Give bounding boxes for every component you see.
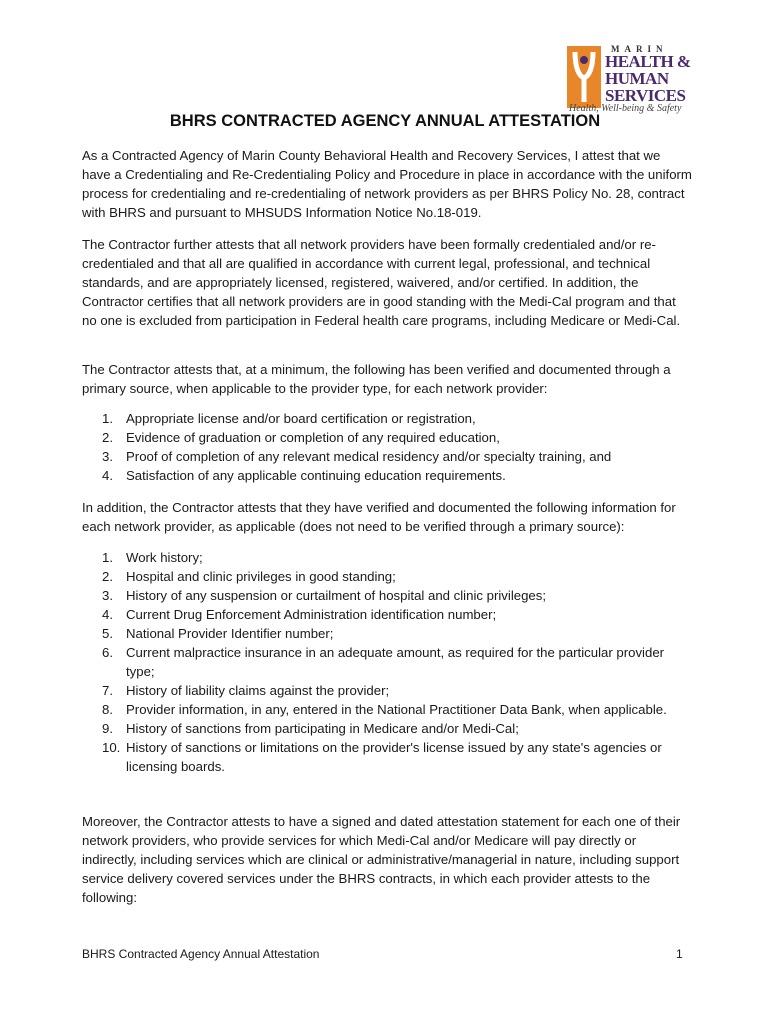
list-number: 5. [102, 626, 113, 641]
list-item [82, 586, 692, 605]
paragraph-intro [82, 146, 692, 222]
list-item-text: Satisfaction of any applicable continuing education requirements. [126, 468, 506, 483]
paragraph-text: In addition, the Contractor attests that they have verified and documented the following information for each network provider, as applicable (does not need to be verified through a primary source): [82, 500, 676, 534]
list-item [82, 567, 692, 586]
list-number: 2. [102, 569, 113, 584]
list-item-text: National Provider Identifier number; [126, 626, 334, 641]
list-number: 4. [102, 468, 113, 483]
list-item [82, 548, 692, 567]
logo-line-1: HEALTH & [605, 52, 691, 71]
list-number: 10. [102, 740, 121, 755]
list-item-text: Hospital and clinic privileges in good standing; [126, 569, 396, 584]
hhs-logo-mark-icon [567, 46, 601, 108]
paragraph-moreover [82, 812, 692, 907]
paragraph-text: Moreover, the Contractor attests to have a signed and dated attestation statement for each one of their network providers, who provide services for which Medi-Cal and/or Medicare will pay directly or indirectly, including services which are clinical or administrative/managerial in nature, including support service delivery covered services under the BHRS contracts, in which each provider attests to the following: [82, 814, 681, 905]
list-item [82, 409, 692, 428]
list-number: 8. [102, 702, 113, 717]
list-number: 3. [102, 588, 113, 603]
marin-hhs-logo [567, 44, 691, 116]
paragraph-text: The Contractor attests that, at a minimum, the following has been verified and documented through a primary source, when applicable to the provider type, for each network provider: [82, 362, 671, 396]
primary-source-list [82, 409, 692, 485]
list-item [82, 605, 692, 624]
list-number: 6. [102, 645, 113, 660]
list-number: 9. [102, 721, 113, 736]
list-item [82, 738, 692, 776]
list-item [82, 700, 692, 719]
paragraph-further-attests [82, 235, 692, 330]
list-item [82, 624, 692, 643]
list-item [82, 719, 692, 738]
list-item-text: Provider information, in any, entered in the National Practitioner Data Bank, when applicable. [126, 702, 667, 717]
list-number: 1. [102, 411, 113, 426]
list-number: 4. [102, 607, 113, 622]
list-item-text: Appropriate license and/or board certification or registration, [126, 411, 476, 426]
list-item-text: History of any suspension or curtailment of hospital and clinic privileges; [126, 588, 547, 603]
list-item-text: Work history; [126, 550, 203, 565]
logo-line-3: SERVICES [605, 86, 686, 105]
paragraph-additional-verified [82, 498, 692, 536]
logo-tagline: Health, Well-being & Safety [569, 103, 682, 114]
list-item [82, 466, 692, 485]
list-item-text: History of liability claims against the provider; [126, 683, 390, 698]
list-number: 1. [102, 550, 113, 565]
list-item [82, 447, 692, 466]
provider-information-list [82, 548, 692, 776]
list-item [82, 428, 692, 447]
list-item [82, 681, 692, 700]
list-item-text: Current Drug Enforcement Administration identification number; [126, 607, 497, 622]
list-number: 2. [102, 430, 113, 445]
paragraph-minimum-verified [82, 360, 692, 398]
list-item-text: Current malpractice insurance in an adequate amount, as required for the particular provider type; [126, 645, 665, 679]
list-item-text: Proof of completion of any relevant medical residency and/or specialty training, and [126, 449, 612, 464]
logo-line-2: HUMAN [605, 69, 669, 88]
paragraph-text: The Contractor further attests that all network providers have been formally credentialed and/or re-credentialed and that all are qualified in accordance with current legal, professional, and technical standards, and are appropriately licensed, registered, waivered, and/or certified. In addition, the Contractor certifies that all network providers are in good standing with the Medi-Cal program and that no one is excluded from participation in Federal health care programs, including Medicare or Medi-Cal. [82, 237, 681, 328]
page-title: BHRS CONTRACTED AGENCY ANNUAL ATTESTATION [169, 112, 601, 130]
footer-page-number: 1 [676, 947, 683, 961]
paragraph-text: As a Contracted Agency of Marin County Behavioral Health and Recovery Services, I attest that we have a Credentialing and Re-Credentialing Policy and Procedure in place in accordance with the uniform process for credentialing and re-credentialing of network providers as per BHRS Policy No. 28, contract with BHRS and pursuant to MHSUDS Information Notice No.18-019. [82, 148, 692, 220]
list-item-text: History of sanctions or limitations on the provider's license issued by any state's agencies or licensing boards. [126, 740, 662, 774]
list-item [82, 643, 692, 681]
list-item-text: Evidence of graduation or completion of any required education, [126, 430, 500, 445]
logo-marin-text: MARIN [611, 44, 668, 54]
list-item-text: History of sanctions from participating in Medicare and/or Medi-Cal; [126, 721, 519, 736]
list-number: 7. [102, 683, 113, 698]
footer-document-title: BHRS Contracted Agency Annual Attestation [82, 947, 320, 961]
list-number: 3. [102, 449, 113, 464]
